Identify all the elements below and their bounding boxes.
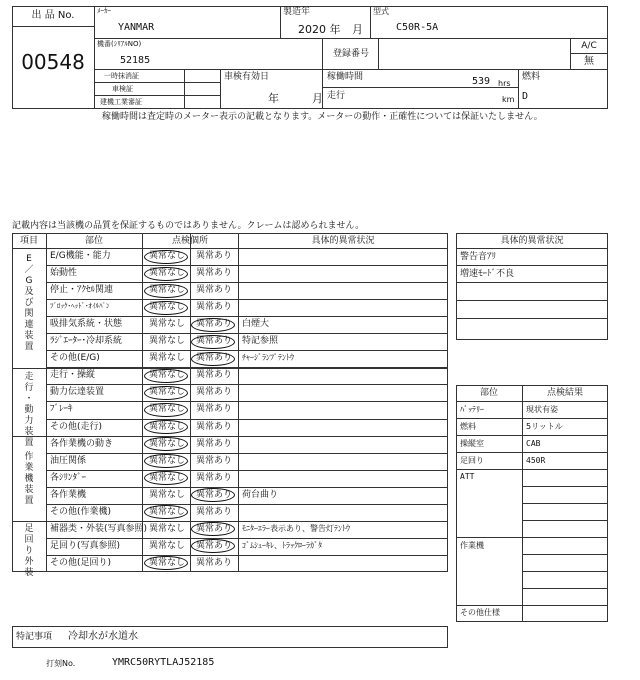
hours-note: 稼働時間は査定時のメーター表示の記載となります。メーターの動作・正確性については保証いたしません。	[102, 112, 543, 122]
fuel-value: D	[522, 91, 529, 102]
group-engine: E ／ G 及 び 関 連 装 置	[24, 254, 34, 352]
ng-option: 異常あり	[196, 387, 233, 398]
ng-option: 異常あり	[196, 506, 233, 517]
ng-option: 異常あり	[196, 251, 233, 261]
part-label: 補器类・外装(写真参照)	[50, 523, 148, 534]
year-label: 製造年	[283, 7, 311, 17]
ng-option: 異常あり	[196, 268, 233, 279]
col-check: 点検個所	[171, 236, 208, 246]
ng-option: 異常あり	[196, 438, 233, 449]
row-divider	[46, 282, 448, 283]
ok-option: 異常なし	[149, 404, 186, 415]
part-label: 停止・ｱｸｾﾙ関連	[50, 285, 114, 296]
selected-status-mark	[144, 386, 188, 400]
maker-value: YANMAR	[118, 22, 155, 33]
maker-label: ﾒｰｶｰ	[97, 7, 111, 15]
part-label: 始動性	[50, 268, 78, 279]
inspection-year: 年	[268, 92, 279, 105]
col-item: 項目	[19, 236, 38, 246]
row-divider	[46, 487, 448, 488]
selected-status-mark	[191, 318, 235, 332]
row-divider	[46, 333, 448, 334]
ok-option: 異常なし	[149, 489, 186, 500]
selected-status-mark	[144, 403, 188, 417]
selected-status-mark	[144, 420, 188, 434]
part-label: ﾌﾞﾛｯｸ･ﾍｯﾄﾞ･ｵｲﾙﾊﾟﾝ	[50, 302, 110, 311]
ok-option: 異常なし	[149, 557, 186, 568]
selected-status-mark	[191, 352, 235, 366]
ng-option: 異常あり	[196, 421, 233, 432]
part-label: その他(足回り)	[50, 557, 112, 568]
remarks-label: 特記事項	[16, 632, 53, 642]
side-issues-title: 具体的異常状況	[500, 236, 564, 246]
disclaimer: 記載内容は当該機の品質を保証するものではありません。クレームは認められません。	[12, 221, 365, 231]
vehicle-cert-label: 車検証	[112, 85, 133, 93]
result-value-cab: CAB	[526, 439, 541, 448]
ng-option: 異常あり	[196, 472, 233, 483]
part-label: その他(作業機)	[50, 506, 112, 517]
ng-option: 異常あり	[196, 302, 233, 313]
group-chassis: 足 回 り 外 装	[24, 524, 34, 578]
result-part-undercarriage: 足回り	[460, 456, 484, 465]
ng-option: 異常あり	[196, 523, 233, 534]
ok-option: 異常なし	[149, 387, 186, 398]
result-work-label: 作業機	[460, 541, 484, 550]
ok-option: 異常なし	[149, 523, 186, 534]
part-label: 各ｼﾘﾝﾀﾞｰ	[50, 472, 87, 483]
row-divider	[46, 470, 448, 471]
selected-status-mark	[144, 284, 188, 298]
lot-number: 00548	[21, 50, 85, 74]
row-divider	[46, 299, 448, 300]
part-label: 足回り(写真参照)	[50, 540, 121, 551]
model-value: C50R-5A	[396, 22, 439, 33]
selected-status-mark	[144, 369, 188, 383]
selected-status-mark	[144, 250, 188, 264]
result-part-cab: 操縦室	[460, 439, 484, 448]
ng-option: 異常あり	[196, 489, 233, 500]
reg-label: 登録番号	[333, 49, 370, 59]
ng-option: 異常あり	[196, 353, 233, 364]
stamp-label: 打刻No.	[46, 659, 76, 668]
part-label: ﾌﾞﾚｰｷ	[50, 404, 73, 415]
selected-status-mark	[144, 437, 188, 451]
hours-unit: hrs	[498, 79, 511, 88]
detail-text: 荷台曲り	[242, 489, 279, 500]
side-issue-1: 警告音ｱﾘ	[460, 252, 497, 262]
year-value: 2020 年	[298, 23, 341, 36]
col-part: 部位	[84, 236, 103, 246]
inspection-label: 車検有効日	[224, 72, 270, 82]
results-col-result: 点検結果	[546, 388, 583, 398]
row-divider	[46, 436, 448, 437]
ng-option: 異常あり	[196, 336, 233, 347]
part-label: 走行・操縦	[50, 370, 96, 381]
row-divider	[46, 367, 448, 368]
hours-label: 稼働時間	[327, 72, 364, 82]
detail-text: ﾓﾆﾀｰｴﾗｰ表示あり、警告灯ﾃﾝﾄｳ	[242, 523, 350, 533]
row-divider	[46, 538, 448, 539]
group-drive: 走 行 ・ 動 力 装 置	[24, 372, 34, 448]
ok-option: 異常なし	[149, 370, 186, 381]
detail-text: 特記参照	[242, 336, 279, 347]
result-other-label: その他仕様	[460, 608, 500, 617]
ng-option: 異常あり	[196, 557, 233, 568]
row-divider	[46, 521, 448, 522]
ok-option: 異常なし	[149, 251, 186, 261]
part-label: 油圧関係	[50, 455, 87, 466]
ok-option: 異常なし	[149, 455, 186, 466]
part-label: その他(走行)	[50, 421, 103, 432]
part-label: 動力伝達装置	[50, 387, 105, 398]
serial-value: 52185	[120, 55, 151, 66]
part-label: 吸排気系統・状態	[50, 319, 123, 330]
ok-option: 異常なし	[149, 285, 186, 296]
ok-option: 異常なし	[149, 302, 186, 313]
ng-option: 異常あり	[196, 319, 233, 330]
col-detail: 具体的異常状況	[311, 236, 375, 246]
ng-option: 異常あり	[196, 370, 233, 381]
ok-option: 異常なし	[149, 472, 186, 483]
side-issue-2: 増速ﾓｰﾄﾞ不良	[460, 269, 515, 279]
ok-option: 異常なし	[149, 438, 186, 449]
detail-text: ﾁｬｰｼﾞﾗﾝﾌﾟﾃﾝﾄｳ	[242, 353, 294, 363]
ok-option: 異常なし	[149, 319, 186, 330]
row-divider	[46, 316, 448, 317]
result-att-label: ATT	[460, 472, 475, 481]
part-label: 各作業機	[50, 489, 87, 500]
ok-option: 異常なし	[149, 353, 186, 364]
ok-option: 異常なし	[149, 506, 186, 517]
scrap-cert-label: 建機工業審証	[100, 98, 142, 106]
month-label: 月	[352, 23, 363, 36]
inspection-month: 月	[312, 92, 323, 105]
ok-option: 異常なし	[149, 540, 186, 551]
row-divider	[46, 265, 448, 266]
model-label: 型式	[373, 7, 389, 16]
hours-value: 539	[472, 76, 491, 87]
temp-cert-label: 一時抹消証	[104, 72, 139, 80]
result-part-battery: ﾊﾞｯﾃﾘｰ	[460, 405, 484, 414]
ng-option: 異常あり	[196, 404, 233, 415]
ok-option: 異常なし	[149, 268, 186, 279]
row-divider	[46, 401, 448, 402]
row-divider	[46, 555, 448, 556]
km-unit: km	[502, 95, 515, 104]
ok-option: 異常なし	[149, 421, 186, 432]
results-col-part: 部位	[479, 388, 498, 398]
ng-option: 異常あり	[196, 540, 233, 551]
lot-label: 出 品 No.	[31, 10, 75, 21]
part-label: 各作業機の動き	[50, 438, 114, 449]
part-label: その他(E/G)	[50, 353, 100, 364]
selected-status-mark	[144, 267, 188, 281]
part-label: ﾗｼﾞｴｰﾀｰ･冷却系統	[50, 336, 123, 347]
result-part-fuel: 燃料	[460, 422, 476, 431]
row-divider	[46, 504, 448, 505]
row-divider	[46, 419, 448, 420]
selected-status-mark	[191, 335, 235, 349]
selected-status-mark	[144, 301, 188, 315]
ac-label: A/C	[581, 41, 597, 51]
part-label: E/G機能・能力	[50, 251, 111, 261]
serial-label: 機番(ｼﾘｱﾙNO)	[97, 40, 142, 48]
mileage-label: 走行	[327, 91, 346, 101]
fuel-label: 燃料	[522, 72, 541, 82]
ok-option: 異常なし	[149, 336, 186, 347]
result-value-undercarriage: 450R	[526, 456, 546, 465]
result-value-fuel: 5リットル	[526, 422, 563, 431]
ac-value: 無	[584, 56, 594, 67]
selected-status-mark	[144, 454, 188, 468]
remarks-text: 冷却水が水道水	[68, 631, 138, 642]
group-work: 作 業 機 装 置	[24, 452, 34, 506]
stamp-value: YMRC50RYTLAJ52185	[112, 657, 215, 668]
ng-option: 異常あり	[196, 285, 233, 296]
detail-text: ｺﾞﾑｼｭｰｷﾚ、ﾄﾗｯｸﾛｰﾗｶﾞﾀ	[242, 540, 322, 550]
ng-option: 異常あり	[196, 455, 233, 466]
result-value-battery: 現状有姿	[526, 405, 558, 414]
row-divider	[46, 453, 448, 454]
row-divider	[46, 384, 448, 385]
detail-text: 白煙大	[242, 319, 270, 330]
row-divider	[46, 350, 448, 351]
